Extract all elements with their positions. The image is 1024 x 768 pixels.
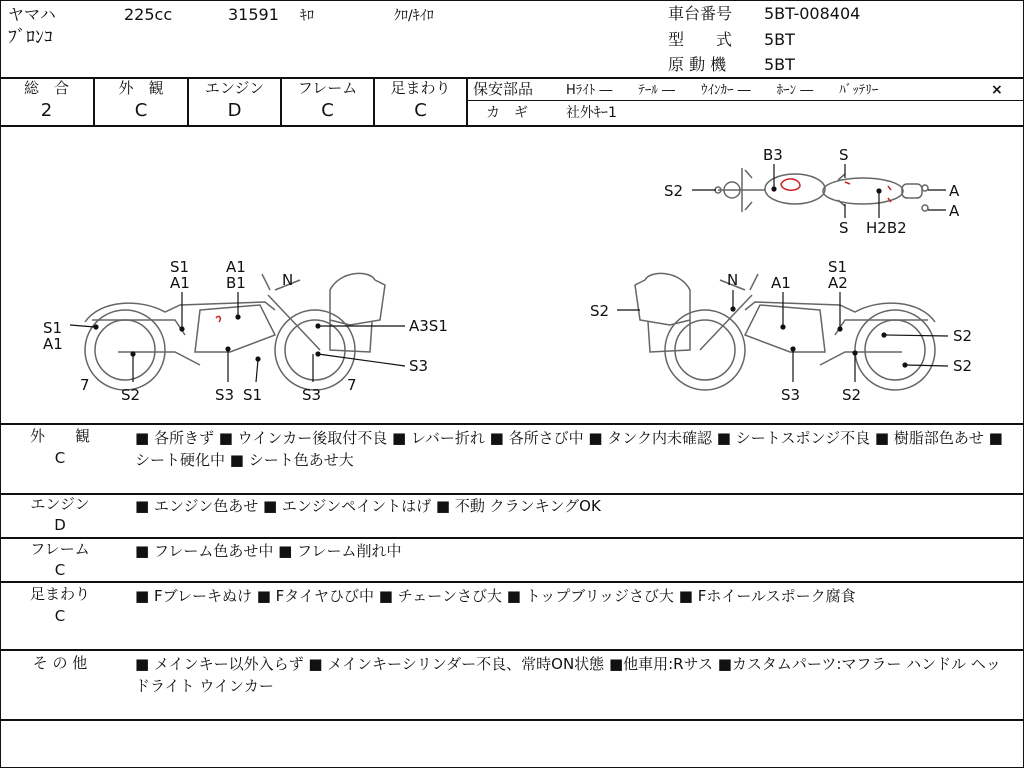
label-l-7-rear: 7 bbox=[80, 376, 90, 394]
remark-text-exterior: ■ 各所きず ■ ウインカー後取付不良 ■ レバー折れ ■ 各所さび中 ■ タンク内未確認 ■ シートスポンジ不良 ■ 樹脂部色あせ ■ シート硬化中 ■ シート色あせ大 bbox=[135, 429, 1003, 469]
label-l-s1-rear: S1 bbox=[43, 319, 63, 337]
score-header-frame: フレーム bbox=[297, 79, 358, 97]
label-l-s3-front: S3 bbox=[409, 357, 429, 375]
label-r-s3: S3 bbox=[781, 386, 801, 404]
remark-text-suspension: ■ Fブレーキぬけ ■ Fタイヤひび中 ■ チェーンさび大 ■ トップブリッジさび大 ■ Fホイールスポーク腐食 bbox=[135, 587, 856, 605]
label-r-s2-rear: S2 bbox=[590, 302, 610, 320]
score-overall: 2 bbox=[40, 100, 53, 121]
label-r-a1: A1 bbox=[771, 274, 791, 292]
score-exterior: C bbox=[134, 100, 148, 121]
score-engine: D bbox=[227, 100, 242, 121]
score-suspension: C bbox=[414, 100, 427, 121]
score-header-overall: 総 合 bbox=[23, 79, 69, 97]
label-l-a1b: A1 bbox=[226, 258, 246, 276]
battery-missing-mark: × bbox=[991, 82, 1003, 98]
mileage: 31591 bbox=[228, 5, 279, 24]
label-l-b1: B1 bbox=[226, 274, 246, 292]
engine-value: 5BT bbox=[764, 55, 795, 74]
remark-label-exterior: 外 観 bbox=[29, 427, 90, 445]
label-s2-top: S2 bbox=[664, 182, 684, 200]
label-b3: B3 bbox=[763, 146, 783, 164]
displacement: 225cc bbox=[124, 5, 173, 24]
label-l-s3: S3 bbox=[215, 386, 235, 404]
safety-parts-label: 保安部品 bbox=[473, 80, 534, 98]
score-header-exterior: 外 観 bbox=[118, 79, 164, 97]
engine-label: 原 動 機 bbox=[668, 55, 727, 74]
remark-label-suspension: 足まわり bbox=[29, 585, 90, 603]
remark-grade-engine: D bbox=[54, 516, 66, 534]
remark-grade-exterior: C bbox=[54, 449, 66, 467]
label-l-s3-bottom: S3 bbox=[302, 386, 322, 404]
remark-text-engine: ■ エンジン色あせ ■ エンジンペイントはげ ■ 不動 クランキングOK bbox=[135, 497, 601, 515]
safety-parts-items: Hﾗｲﾄ ― ﾃｰﾙ ― ｳｲﾝｶｰ ― ﾎｰﾝ ― ﾊﾞｯﾃﾘｰ bbox=[566, 83, 879, 98]
label-s-bottom: S bbox=[839, 219, 849, 237]
score-header-suspension: 足まわり bbox=[390, 79, 451, 97]
label-l-a3s1: A3S1 bbox=[409, 317, 448, 335]
type-value: 5BT bbox=[764, 30, 795, 49]
key-value: 社外ｷｰ1 bbox=[566, 105, 617, 121]
label-r-s2-bottom: S2 bbox=[842, 386, 862, 404]
maker: ヤマハ bbox=[8, 5, 56, 24]
label-l-a1: A1 bbox=[170, 274, 190, 292]
label-l-s1: S1 bbox=[170, 258, 190, 276]
remark-grade-frame: C bbox=[54, 561, 66, 579]
label-l-s2: S2 bbox=[121, 386, 141, 404]
remark-label-frame: フレーム bbox=[30, 540, 90, 558]
label-l-7-front: 7 bbox=[347, 376, 357, 394]
remark-label-other: そ の 他 bbox=[32, 654, 88, 672]
label-l-n: N bbox=[282, 271, 294, 289]
score-header-engine: エンジン bbox=[204, 79, 265, 97]
label-h2b2: H2B2 bbox=[866, 219, 907, 237]
type-label: 型 式 bbox=[668, 30, 733, 49]
score-frame: C bbox=[321, 100, 334, 121]
remark-text-other: ■ メインキー以外入らず ■ メインキーシリンダー不良、常時ON状態 ■他車用:Rサス ■カスタムパーツ:マフラー ハンドル ヘッドライト ウインカー bbox=[135, 655, 1001, 695]
color: ｸﾛ/ｷｲﾛ bbox=[394, 8, 434, 24]
remark-text-frame: ■ フレーム色あせ中 ■ フレーム削れ中 bbox=[135, 542, 402, 560]
label-r-s2-upper: S2 bbox=[953, 327, 973, 345]
label-r-n: N bbox=[727, 271, 739, 289]
remark-label-engine: エンジン bbox=[30, 495, 90, 513]
label-l-a1-rear: A1 bbox=[43, 335, 63, 353]
label-r-s2-lower: S2 bbox=[953, 357, 973, 375]
frame-number: 5BT-008404 bbox=[764, 4, 861, 23]
frame-number-label: 車台番号 bbox=[668, 4, 733, 23]
label-r-s1: S1 bbox=[828, 258, 848, 276]
label-l-s1-bottom: S1 bbox=[243, 386, 263, 404]
remark-grade-suspension: C bbox=[54, 607, 66, 625]
key-label: カ ギ bbox=[486, 105, 528, 121]
label-a-top-2: A bbox=[949, 202, 960, 220]
label-s-top: S bbox=[839, 146, 849, 164]
label-a-top-1: A bbox=[949, 182, 960, 200]
label-r-a2: A2 bbox=[828, 274, 848, 292]
model-name: ﾌﾞﾛﾝｺ bbox=[8, 27, 53, 48]
mileage-unit: ｷﾛ bbox=[300, 8, 314, 24]
